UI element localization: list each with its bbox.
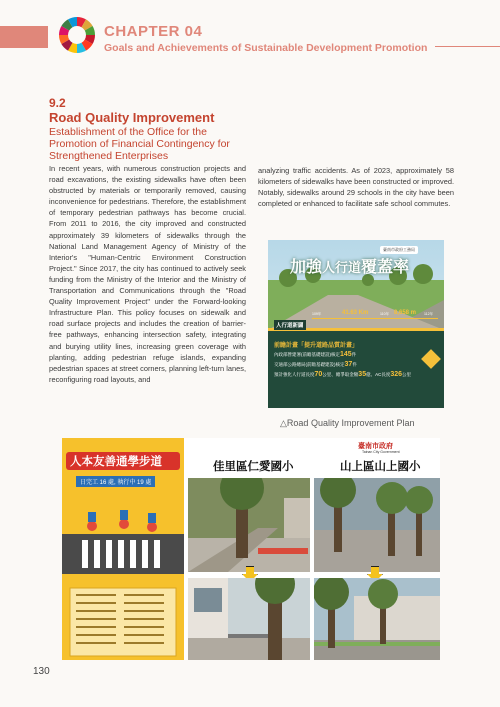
poster-plan-title: 前瞻計畫「提升道路品質計畫」 bbox=[274, 343, 359, 349]
poster-line-1: 內政部營建署(前瞻基礎建設)核定145件 bbox=[274, 351, 357, 358]
body-paragraph-left: In recent years, with numerous construction projects and road excavations, the existing sidewalks have often been obstructed by materials or temporarily removed, causing inconvenience for pedestrians. Therefore, the establishment of temporary pedestrian pathways has become crucial. From 2011 to 2016, the city improved and constructed approximately 39 kilometers of sidewalks through the National Land Management Agency of Ministry of the Interior's "Human-Centric Environment Construction Project." Since 2017, the city has continued to actively seek funding from the Ministry of the Interior and the Ministry of Transportation and Communications through the "Road Quality Improvement Project" under the Forward-looking Infrastructure Plan. This policy focuses on sidewalk and road surface projects and includes the creation of barrier-free pathways, enhancing intersection safety, integrating and burying utility lines, increasing green coverage with planting, adding pedestrian refuge islands, expanding pedestrian spaces at street corners, planning left-turn lanes, reconfiguring road layouts, and bbox=[49, 164, 246, 384]
section-number: 9.2 bbox=[49, 96, 66, 110]
poster-stat-label: 人行道新闢 bbox=[274, 320, 306, 330]
walkway-sub: 日完工 16 處, 執行中 19 處 bbox=[76, 476, 155, 487]
body-paragraph-right: analyzing traffic accidents. As of 2023, approximately 58 kilometers of sidewalks have been constructed or improved. Notably, sidewalks around 29 schools in the city have been completed or enhanced to facilitate safe school commutes. bbox=[258, 166, 454, 209]
chapter-subtitle: Goals and Achievements of Sustainable Development Promotion bbox=[104, 42, 428, 54]
poster-year-2: 110年 bbox=[380, 312, 390, 316]
photo-before-1 bbox=[188, 478, 310, 572]
walkway-title: 人本友善通學步道 bbox=[70, 456, 162, 468]
school-label-2: 山上區山上國小 bbox=[340, 461, 421, 473]
poster-caption: △Road Quality Improvement Plan bbox=[280, 418, 415, 428]
poster-year-3: 112年 bbox=[424, 312, 434, 316]
school-walkway-panel bbox=[62, 438, 440, 660]
school-label-1: 佳里區仁愛國小 bbox=[213, 461, 294, 473]
road-quality-poster bbox=[268, 240, 444, 408]
chapter-label: CHAPTER 04 bbox=[104, 23, 203, 40]
poster-line-2: 交通部公路總局(前瞻基礎建設)核定37件 bbox=[274, 361, 357, 368]
poster-year-1: 109年 bbox=[312, 312, 322, 316]
section-title: Road Quality Improvement bbox=[49, 110, 215, 125]
poster-badge: 臺南市政府工務局 bbox=[380, 246, 418, 254]
walkway-poster bbox=[62, 438, 184, 660]
poster-timeline bbox=[312, 318, 438, 327]
poster-headline: 加強人行道覆蓋率 bbox=[290, 259, 410, 276]
section-subtitle: Establishment of the Office for the Promotion of Financial Contingency for Strengthened Enterprises bbox=[49, 126, 230, 162]
walkway-illustration bbox=[62, 494, 184, 660]
poster-stat-m: 8,658 m bbox=[394, 310, 417, 316]
page-number: 130 bbox=[33, 666, 50, 677]
header-accent-bar bbox=[0, 26, 48, 48]
poster-stat-km: 41.63 Km bbox=[342, 310, 369, 316]
tainan-logo-en: Tainan City Government bbox=[362, 450, 400, 454]
sdg-wheel-icon bbox=[58, 16, 96, 54]
photo-after-1 bbox=[188, 578, 310, 660]
photo-before-2 bbox=[314, 478, 440, 572]
tainan-logo: 臺南市政府 bbox=[358, 443, 393, 450]
poster-line-3: 預計強化人行道長度70公里、總爭取金額35億、AC長度326公里 bbox=[274, 371, 412, 378]
photo-after-2 bbox=[314, 578, 440, 660]
header-rule bbox=[435, 46, 500, 47]
